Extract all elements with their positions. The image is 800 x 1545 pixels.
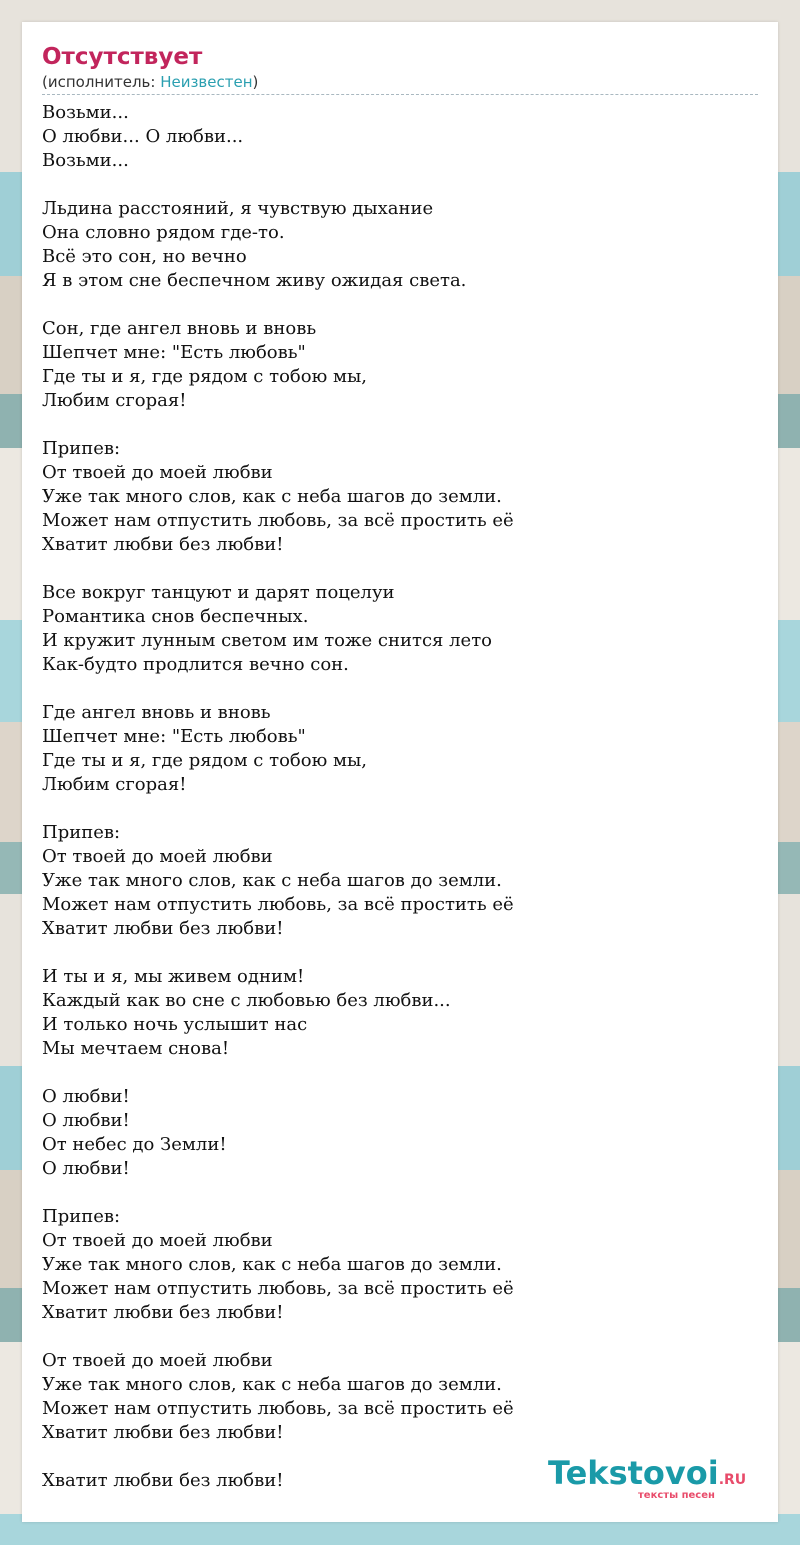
lyric-line: Хватит любви без любви!: [42, 1302, 284, 1323]
song-title: Отсутствует: [42, 44, 203, 70]
lyric-line: Уже так много слов, как с неба шагов до земли.: [42, 1254, 502, 1275]
lyric-line: От твоей до моей любви: [42, 1350, 273, 1371]
lyric-line: Любим сгорая!: [42, 390, 187, 411]
stanza-gap: [42, 797, 758, 821]
logo-tld: .RU: [718, 1472, 747, 1488]
lyric-line: О любви!: [42, 1086, 130, 1107]
lyric-line: Возьми...: [42, 150, 129, 171]
lyric-line: Хватит любви без любви!: [42, 918, 284, 939]
lyric-line: Любим сгорая!: [42, 774, 187, 795]
site-logo[interactable]: [548, 1456, 748, 1502]
lyric-line: Где ты и я, где рядом с тобою мы,: [42, 366, 368, 387]
stanza-gap: [42, 941, 758, 965]
lyric-line: О любви!: [42, 1158, 130, 1179]
lyric-line: И кружит лунным светом им тоже снится лето: [42, 630, 492, 651]
lyric-line: О любви!: [42, 1110, 130, 1131]
lyric-line: Как-будто продлится вечно сон.: [42, 654, 349, 675]
lyric-line: Хватит любви без любви!: [42, 1422, 284, 1443]
lyric-line: И только ночь услышит нас: [42, 1014, 308, 1035]
logo-name: Tekstovoi: [548, 1454, 719, 1492]
lyric-line: От твоей до моей любви: [42, 1230, 273, 1251]
stanza-gap: [42, 677, 758, 701]
lyric-line: Всё это сон, но вечно: [42, 246, 247, 267]
lyric-line: Уже так много слов, как с неба шагов до земли.: [42, 486, 502, 507]
lyric-line: Льдина расстояний, я чувствую дыхание: [42, 198, 434, 219]
lyric-line: Романтика снов беспечных.: [42, 606, 309, 627]
lyric-line: Все вокруг танцуют и дарят поцелуи: [42, 582, 395, 603]
lyric-line: Уже так много слов, как с неба шагов до земли.: [42, 1374, 502, 1395]
lyric-line: Шепчет мне: "Есть любовь": [42, 342, 306, 363]
lyric-line: Хватит любви без любви!: [42, 534, 284, 555]
lyric-line: Она словно рядом где-то.: [42, 222, 285, 243]
stanza-gap: [42, 413, 758, 437]
lyric-line: От небес до Земли!: [42, 1134, 227, 1155]
lyric-line: Уже так много слов, как с неба шагов до земли.: [42, 870, 502, 891]
lyric-line: Мы мечтаем снова!: [42, 1038, 230, 1059]
stanza-gap: [42, 1061, 758, 1085]
lyric-line: Может нам отпустить любовь, за всё простить её: [42, 894, 514, 915]
lyric-line: Возьми...: [42, 102, 129, 123]
stanza-gap: [42, 1181, 758, 1205]
lyric-line: Хватит любви без любви!: [42, 1470, 284, 1491]
song-header: [42, 42, 758, 95]
lyric-line: Шепчет мне: "Есть любовь": [42, 726, 306, 747]
lyric-line: Сон, где ангел вновь и вновь: [42, 318, 317, 339]
lyrics-card: [22, 22, 778, 1522]
lyrics-text: [42, 101, 758, 1493]
lyric-line: Может нам отпустить любовь, за всё простить её: [42, 510, 514, 531]
lyric-line: Может нам отпустить любовь, за всё простить её: [42, 1278, 514, 1299]
stanza-gap: [42, 1325, 758, 1349]
logo-tagline: тексты песен: [638, 1490, 715, 1501]
lyric-line: Каждый как во сне с любовью без любви...: [42, 990, 451, 1011]
lyric-line: Где ангел вновь и вновь: [42, 702, 271, 723]
lyric-line: Может нам отпустить любовь, за всё простить её: [42, 1398, 514, 1419]
lyric-line: От твоей до моей любви: [42, 846, 273, 867]
byline-suffix: ): [252, 73, 259, 91]
byline-prefix: (исполнитель:: [42, 73, 161, 91]
lyric-line: Где ты и я, где рядом с тобою мы,: [42, 750, 368, 771]
artist-byline: [42, 72, 758, 95]
stanza-gap: [42, 173, 758, 197]
lyric-line: Припев:: [42, 822, 121, 843]
lyric-line: Припев:: [42, 438, 121, 459]
lyric-line: И ты и я, мы живем одним!: [42, 966, 305, 987]
lyric-line: Я в этом сне беспечном живу ожидая света.: [42, 270, 467, 291]
artist-link[interactable]: Неизвестен: [160, 73, 253, 91]
stanza-gap: [42, 557, 758, 581]
lyric-line: Припев:: [42, 1206, 121, 1227]
lyric-line: О любви... О любви...: [42, 126, 244, 147]
stanza-gap: [42, 293, 758, 317]
lyric-line: От твоей до моей любви: [42, 462, 273, 483]
